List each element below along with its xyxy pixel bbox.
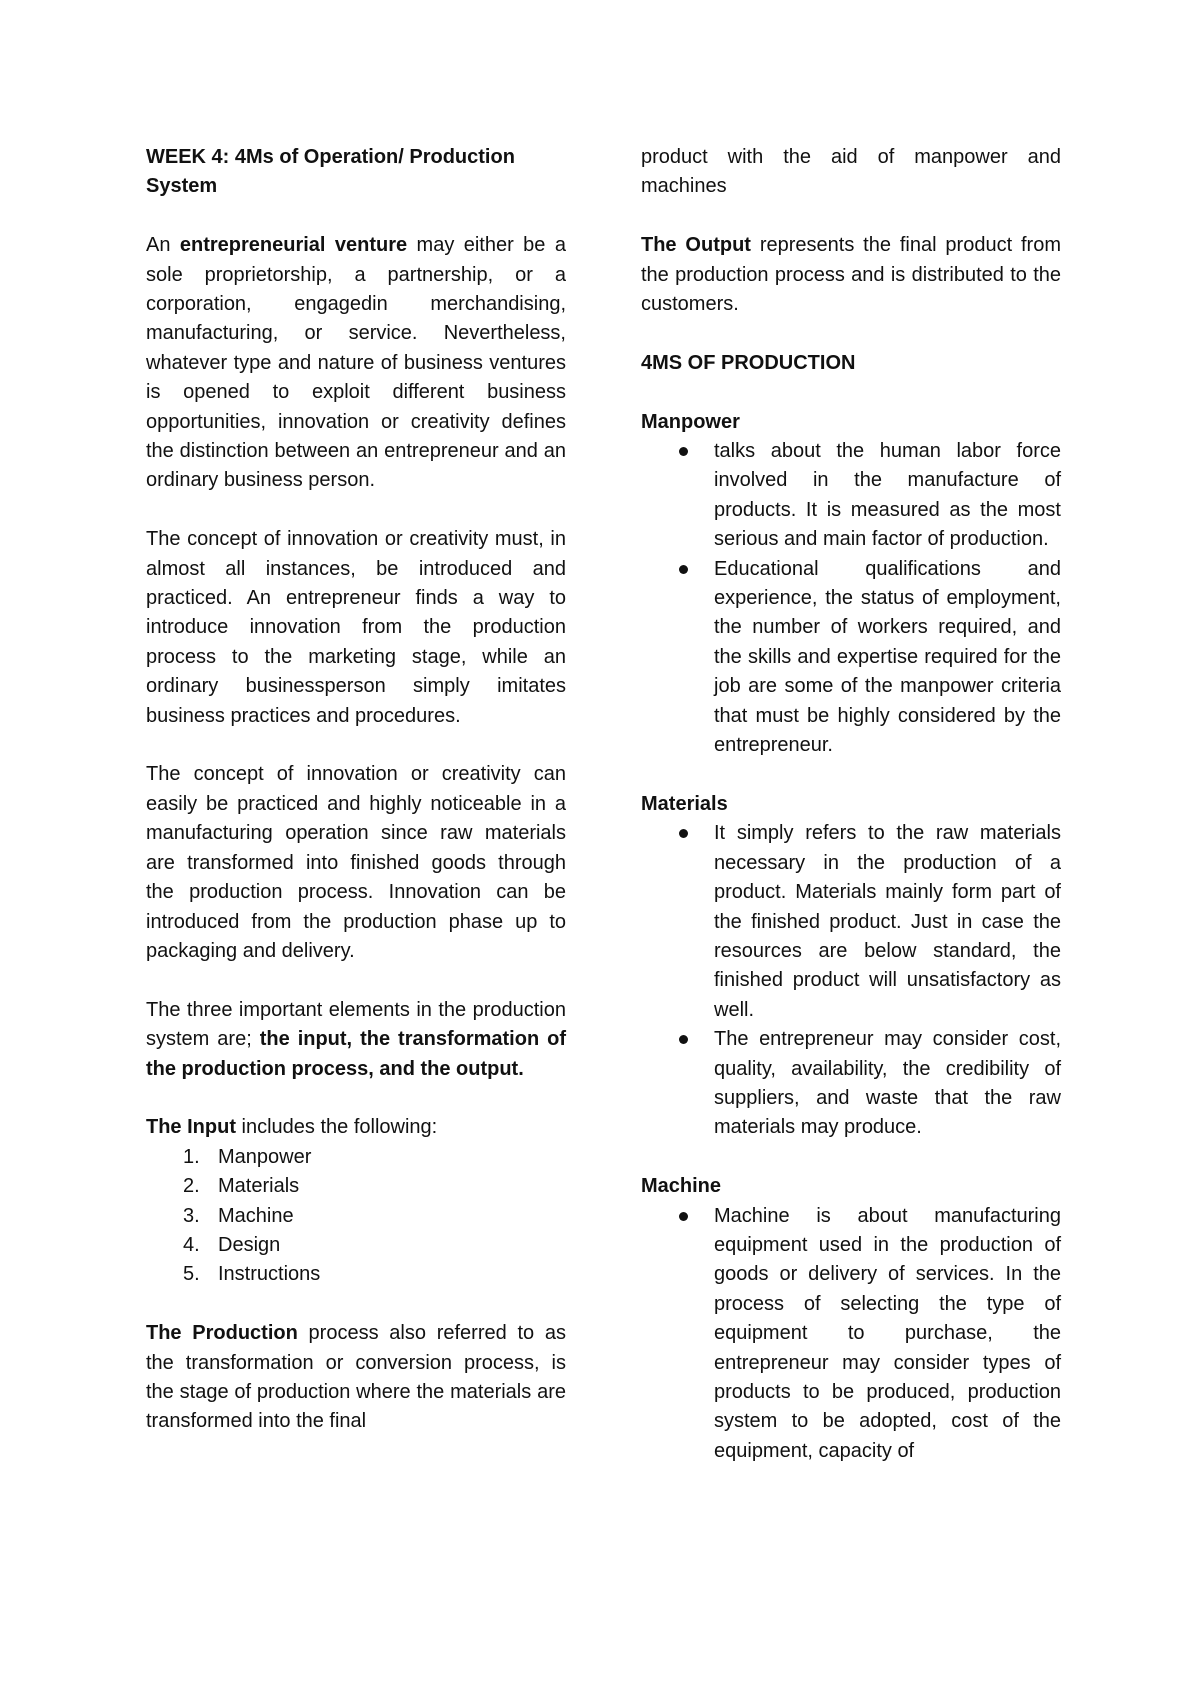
list-item-text: It simply refers to the raw materials necessary in the production of a product. Materials mainly form part of the finished product. Just in case the resources are below standard, the finished product will unsatisfactory as well. [714, 822, 1061, 1021]
bullet-icon [679, 1035, 688, 1044]
machine-heading: Machine [641, 1175, 722, 1198]
intro-bold: entrepreneurial venture [179, 234, 408, 257]
materials-heading: Materials [641, 792, 728, 815]
elements-bold: the input, the transformation of the production process, and the output. [146, 1028, 566, 1080]
elements-paragraph [146, 996, 566, 1084]
machine-list [641, 1202, 1061, 1467]
production-post: process also referred to as the transformation or conversion process, is the stage of production where the materials are transformed into the final [146, 1322, 566, 1433]
list-item [714, 819, 1061, 1025]
list-item-text: Machine is about manufacturing equipment used in the production of goods or delivery of services. In the process of selecting the type of equipment to purchase, the entrepreneur may consider types of products to be produced, production system to be adopted, cost of the equipment, capacity of [714, 1204, 1061, 1462]
output-bold: The Output [641, 234, 751, 257]
list-item [714, 555, 1061, 761]
continuation-paragraph: product with the aid of manpower and machines [641, 146, 1061, 198]
list-item [714, 1202, 1061, 1467]
production-bold: The Production [146, 1322, 298, 1345]
list-item [183, 1143, 566, 1172]
list-number: 3. [183, 1204, 200, 1227]
production-paragraph [146, 1319, 566, 1437]
intro-pre: An [146, 234, 180, 257]
manpower-heading: Manpower [641, 410, 740, 433]
bullet-icon [679, 565, 688, 574]
list-item [714, 437, 1061, 555]
list-item [183, 1172, 566, 1201]
list-item [183, 1231, 566, 1260]
manpower-list [641, 437, 1061, 760]
list-number: 5. [183, 1263, 200, 1286]
left-column [146, 143, 566, 1437]
list-item-text: Machine [218, 1204, 294, 1227]
input-list [146, 1143, 566, 1290]
right-column [641, 143, 1061, 1466]
list-item-text: talks about the human labor force involved in the manufacture of products. It is measured as the most serious and main factor of production. [714, 440, 1061, 551]
list-item-text: The entrepreneur may consider cost, quality, availability, the credibility of suppliers, and waste that the raw materials may produce. [714, 1028, 1061, 1139]
innovation-paragraph: The concept of innovation or creativity must, in almost all instances, be introduced and practiced. An entrepreneur finds a way to introduce innovation from the production process to the marketing stage, while an ordinary businessperson simply imitates business practices and procedures. [146, 528, 566, 727]
section-heading: 4MS OF PRODUCTION [641, 351, 856, 374]
bullet-icon [679, 829, 688, 838]
intro-post: may either be a sole proprietorship, a partnership, or a corporation, engagedin merchandising, manufacturing, or service. Nevertheless, whatever type and nature of business ventures is opened to exploit different business opportunities, innovation or creativity defines the distinction between an entrepreneur and an ordinary business person. [146, 234, 566, 492]
list-item-text: Educational qualifications and experience, the status of employment, the number of workers required, and the skills and expertise required for the job are some of the manpower criteria that must be highly considered by the entrepreneur. [714, 557, 1061, 757]
output-post: represents the final product from the production process and is distributed to the customers. [641, 234, 1061, 316]
list-item [714, 1025, 1061, 1143]
list-item-text: Instructions [218, 1263, 321, 1286]
materials-list [641, 819, 1061, 1142]
list-item [183, 1202, 566, 1231]
list-number: 2. [183, 1175, 200, 1198]
list-item-text: Materials [218, 1175, 300, 1198]
input-bold: The Input [146, 1116, 236, 1139]
list-item [183, 1260, 566, 1289]
bullet-icon [679, 447, 688, 456]
input-paragraph [146, 1113, 566, 1142]
intro-paragraph [146, 231, 566, 496]
list-number: 1. [183, 1145, 200, 1168]
page-title: WEEK 4: 4Ms of Operation/ Production System [146, 146, 515, 198]
elements-pre: The three important elements in the production system are; [146, 998, 566, 1051]
output-paragraph [641, 231, 1061, 319]
list-item-text: Design [218, 1233, 281, 1256]
bullet-icon [679, 1212, 688, 1221]
input-post: includes the following: [235, 1116, 438, 1139]
manufacturing-paragraph: The concept of innovation or creativity can easily be practiced and highly noticeable in a manufacturing operation since raw materials are transformed into finished goods through the production process. Innovation can be introduced from the production phase up to packaging and delivery. [146, 763, 566, 962]
list-number: 4. [183, 1233, 200, 1256]
list-item-text: Manpower [218, 1145, 312, 1168]
